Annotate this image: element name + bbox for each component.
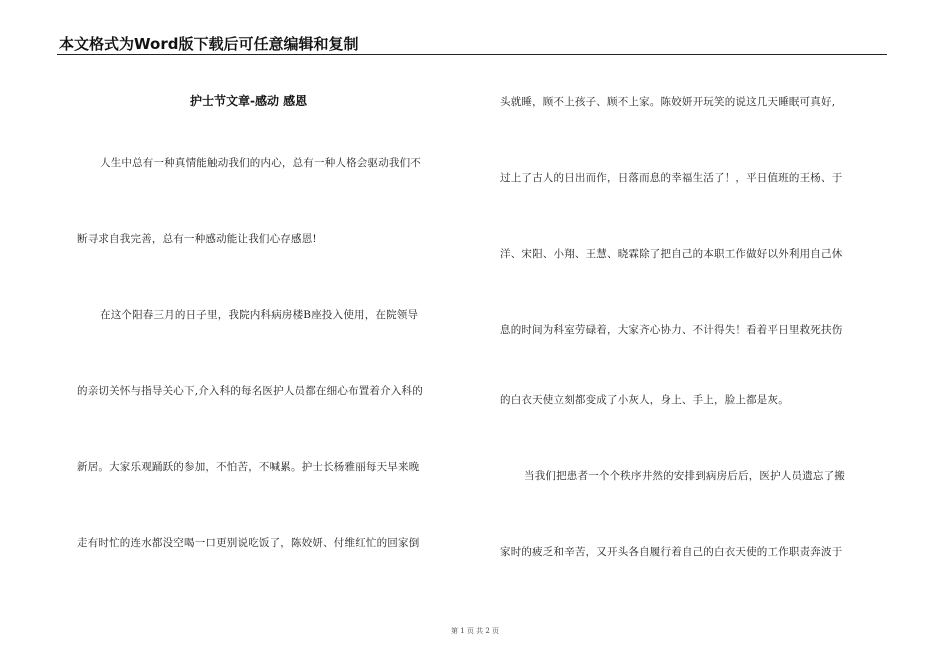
left-line-2: 断寻求自我完善，总有一种感动能让我们心存感恩!	[77, 233, 317, 245]
left-line-3: 在这个阳春三月的日子里，我院内科病房楼B座投入使用，在院领导	[100, 309, 419, 321]
right-line-7: 家时的疲乏和辛苦，又开头各自履行着自己的白衣天使的工作职责奔波于	[500, 546, 843, 558]
page-number: 第 1 页 共 2 页	[450, 627, 500, 635]
right-line-5: 的白衣天使立刻都变成了小灰人，身上、手上，脸上都是灰。	[500, 394, 789, 406]
header-divider	[57, 54, 887, 55]
right-line-2: 过上了古人的日出而作，日落而息的幸福生活了！，平日值班的王杨、于	[500, 172, 843, 184]
document-title: 护士节文章-感动 感恩	[190, 94, 308, 108]
right-line-6: 当我们把患者一个个秩序井然的安排到病房后后，医护人员遗忘了搬	[524, 470, 845, 482]
right-line-3: 洋、宋阳、小翔、王慧、晓霖除了把自己的本职工作做好以外利用自己休	[500, 248, 843, 260]
left-line-5: 新居。大家乐观踊跃的参加，不怕苦，不喊累。护士长杨雅丽每天早来晚	[77, 461, 420, 473]
right-line-1: 头就睡，顾不上孩子、顾不上家。陈姣妍开玩笑的说这几天睡眠可真好,	[500, 96, 836, 108]
left-line-1: 人生中总有一种真情能触动我们的内心，总有一种人格会驱动我们不	[100, 157, 421, 169]
page-header	[57, 33, 887, 55]
right-line-4: 息的时间为科室劳碌着，大家齐心协力、不计得失！看着平日里救死扶伤	[500, 324, 843, 336]
header-banner: 本文格式为Word版下载后可任意编辑和复制	[59, 35, 359, 53]
left-line-4: 的亲切关怀与指导关心下,介入科的每名医护人员都在细心布置着介入科的	[77, 385, 423, 397]
left-line-6: 走有时忙的连水都没空喝一口更别说吃饭了，陈姣妍、付维红忙的回家倒	[77, 537, 420, 549]
